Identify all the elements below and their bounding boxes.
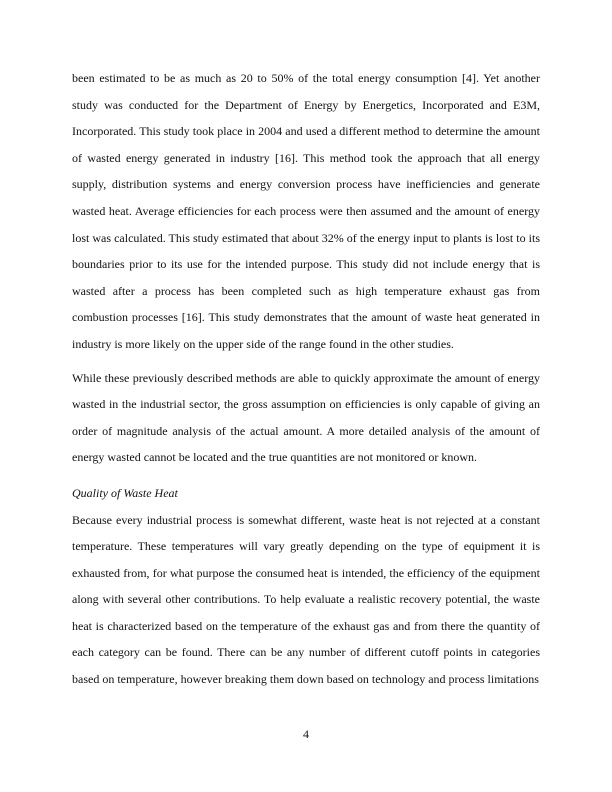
section-heading: Quality of Waste Heat bbox=[72, 485, 178, 500]
page-body bbox=[72, 65, 540, 693]
body-paragraph-1: been estimated to be as much as 20 to 50% of the total energy consumption [4]. Yet another study was conducted for the Department of Energy by Energetics, Incorporated and E3M, Incorporated. This study took place in 2004 and used a different method to determine the amount of wasted energy generated in industry [16]. This method took the approach that all energy supply, distribution systems and energy conversion process have inefficiencies and generate wasted heat. Average efficiencies for each process were then assumed and the amount of energy lost was calculated. This study estimated that about 32% of the energy input to plants is lost to its boundaries prior to its use for the intended purpose. This study did not include energy that is wasted after a process has been completed such as high temperature exhaust gas from combustion processes [16]. This study demonstrates that the amount of waste heat generated in industry is more likely on the upper side of the range found in the other studies. bbox=[72, 71, 540, 351]
page-number: 4 bbox=[303, 727, 309, 741]
body-paragraph-2: While these previously described methods are able to quickly approximate the amount of energy wasted in the industrial sector, the gross assumption on efficiencies is only capable of giving an order of magnitude analysis of the actual amount. A more detailed analysis of the amount of energy wasted cannot be located and the true quantities are not monitored or known. bbox=[72, 370, 540, 465]
section-paragraph: Because every industrial process is somewhat different, waste heat is not rejected at a constant temperature. These temperatures will vary greatly depending on the type of equipment it is exhausted from, for what purpose the consumed heat is intended, the efficiency of the equipment along with several other contributions. To help evaluate a realistic recovery potential, the waste heat is characterized based on the temperature of the exhaust gas and from there the quantity of each category can be found. There can be any number of different cutoff points in categories based on temperature, however breaking them down based on technology and process limitations bbox=[72, 512, 540, 687]
